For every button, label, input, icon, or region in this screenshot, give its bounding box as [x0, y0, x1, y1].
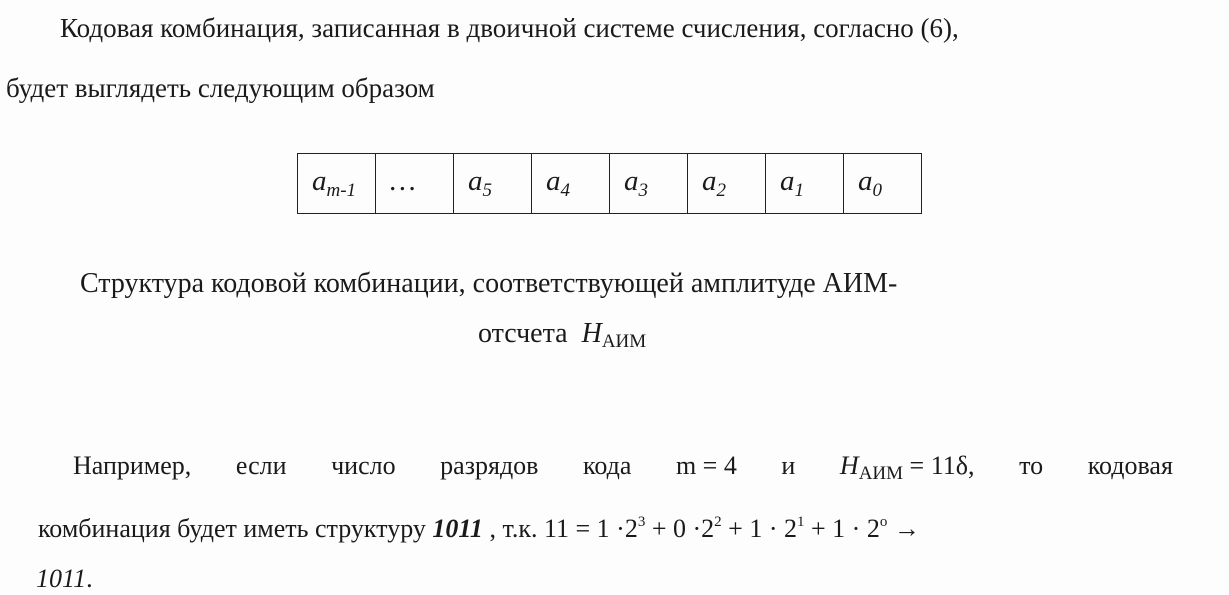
bit-index: 4 [560, 180, 570, 201]
example-line-3 [36, 563, 93, 595]
exponent: 1 [797, 514, 805, 530]
code-result: 1011 [36, 564, 87, 593]
code-bits-table [297, 153, 922, 214]
exponent: 3 [637, 514, 646, 530]
bit-label [688, 165, 726, 201]
h-value: = 11δ, [903, 451, 975, 480]
h-aim-symbol [581, 318, 647, 352]
bit-label [376, 165, 416, 197]
exponent: 2 [714, 514, 722, 530]
bit-index: 1 [794, 180, 804, 201]
bit-cell [376, 154, 454, 214]
bit-base: a [858, 165, 873, 197]
bit-index: 5 [482, 180, 492, 201]
bit-label [766, 165, 804, 201]
example-word: кодовая [1087, 451, 1173, 480]
paragraph-1-line-2: будет выглядеть следующим образом [6, 73, 435, 103]
bit-cell [454, 154, 532, 214]
h-sub: АИМ [858, 463, 904, 484]
bit-index: 0 [872, 180, 882, 201]
bit-base: a [312, 165, 327, 197]
bit-cell [532, 154, 610, 214]
period: . [86, 564, 93, 593]
example-word: кода [583, 451, 632, 480]
example-word: число [331, 451, 396, 480]
bit-index: 2 [716, 180, 726, 201]
exponent: о [879, 514, 888, 530]
bit-cell [688, 154, 766, 214]
example-text: комбинация будет иметь структуру [38, 514, 433, 543]
bit-base: a [702, 165, 717, 197]
example-line-2 [38, 506, 920, 545]
formula-part: + 0 ·2 [645, 514, 715, 543]
bit-cell [766, 154, 844, 214]
formula-part: , т.к. 11 = 1 ·2 [482, 514, 638, 543]
example-word: m = 4 [675, 451, 737, 480]
h-var: H [839, 451, 859, 480]
bit-base: a [546, 165, 561, 197]
code-value: 1011 [432, 514, 483, 543]
h-var: H [581, 318, 602, 349]
bit-base: … [390, 165, 416, 197]
example-word: то [1019, 451, 1044, 480]
bit-base: a [780, 165, 795, 197]
example-line-1 [73, 450, 1173, 490]
bit-cell [844, 154, 922, 214]
caption-line-2 [478, 318, 646, 358]
caption-line-1: Структура кодовой комбинации, соответствующей амплитуде АИМ- [80, 268, 898, 299]
h-aim-expression [840, 450, 975, 490]
bit-cell [298, 154, 376, 214]
bit-cell [610, 154, 688, 214]
example-word: и [781, 451, 796, 480]
bit-index: 3 [638, 180, 648, 201]
bit-index: m-1 [326, 180, 357, 201]
example-word: разрядов [440, 451, 539, 480]
paragraph-1-line-1: Кодовая комбинация, записанная в двоичной системе счисления, согласно (6), [60, 13, 959, 43]
bit-label [298, 165, 357, 201]
bit-label [844, 165, 882, 201]
bit-label [532, 165, 570, 201]
example-word: Например, [73, 451, 192, 480]
arrow-icon: → [887, 514, 920, 543]
h-sub: АИМ [601, 331, 647, 352]
caption-text: отсчета [478, 318, 568, 349]
code-bits-row [298, 154, 922, 214]
bit-label [454, 165, 492, 201]
formula-part: + 1 · 2 [804, 514, 880, 543]
example-word: если [235, 451, 287, 480]
bit-base: a [468, 165, 483, 197]
bit-base: a [624, 165, 639, 197]
formula-part: + 1 · 2 [721, 514, 797, 543]
bit-label [610, 165, 648, 201]
